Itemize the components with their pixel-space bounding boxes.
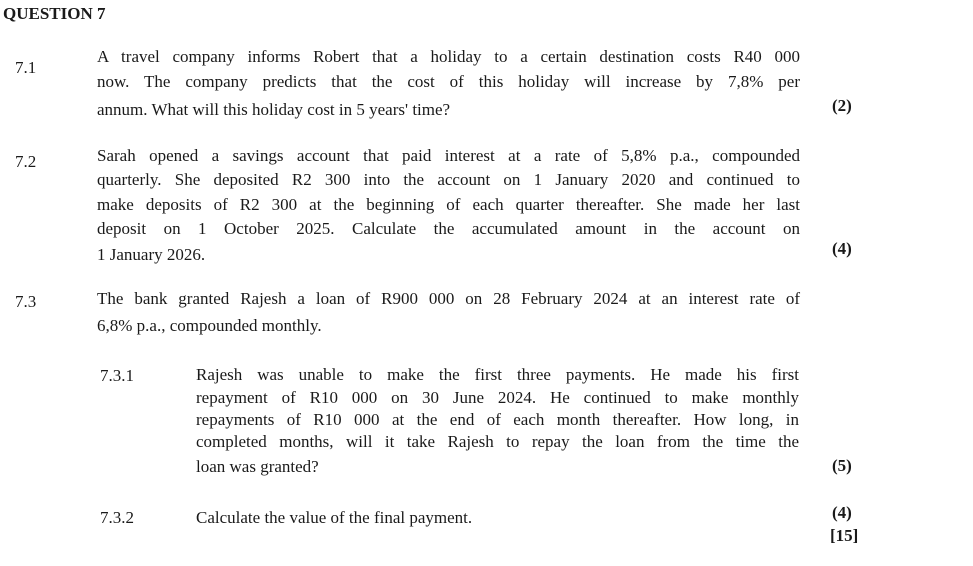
q7-3-1-number: 7.3.1 [100, 366, 134, 385]
q7-1-marks: (2) [832, 96, 852, 115]
q7-2-line: Sarah opened a savings account that paid interest at a rate of 5,8% p.a., compounded [97, 146, 800, 165]
q7-3-1-line: loan was granted? [196, 457, 319, 476]
q7-3-2-text: Calculate the value of the final payment. [196, 508, 473, 527]
question-title: QUESTION 7 [3, 4, 106, 23]
q7-3-1-line: repayment of R10 000 on 30 June 2024. He continued to make monthly [196, 388, 799, 407]
q7-2-line: 1 January 2026. [97, 245, 206, 264]
q7-1-line: now. The company predicts that the cost of this holiday will increase by 7,8% per [97, 72, 800, 91]
q7-2-marks: (4) [832, 239, 852, 258]
q7-3-1-marks: (5) [832, 456, 852, 475]
q7-3-number: 7.3 [15, 292, 37, 311]
q7-2-line: deposit on 1 October 2025. Calculate the accumulated amount in the account on [97, 219, 800, 238]
q7-3-line: The bank granted Rajesh a loan of R900 000 on 28 February 2024 at an interest rate of [97, 289, 800, 308]
q7-3-2-marks: (4) [832, 503, 852, 522]
q7-1-number: 7.1 [15, 58, 37, 77]
q7-3-1-line: repayments of R10 000 at the end of each month thereafter. How long, in [196, 410, 799, 429]
q7-3-2-number: 7.3.2 [100, 508, 134, 527]
q7-1-line: annum. What will this holiday cost in 5 years' time? [97, 100, 451, 119]
q7-3-1-line: Rajesh was unable to make the first three payments. He made his first [196, 365, 799, 384]
q7-3-line: 6,8% p.a., compounded monthly. [97, 316, 322, 335]
q7-3-1-line: completed months, will it take Rajesh to repay the loan from the time the [196, 432, 799, 451]
q7-2-line: make deposits of R2 300 at the beginning of each quarter thereafter. She made her last [97, 195, 800, 214]
q7-1-line: A travel company informs Robert that a holiday to a certain destination costs R40 000 [97, 47, 800, 66]
q7-2-number: 7.2 [15, 152, 37, 171]
q7-2-line: quarterly. She deposited R2 300 into the account on 1 January 2020 and continued to [97, 170, 800, 189]
question-total: [15] [830, 526, 859, 545]
